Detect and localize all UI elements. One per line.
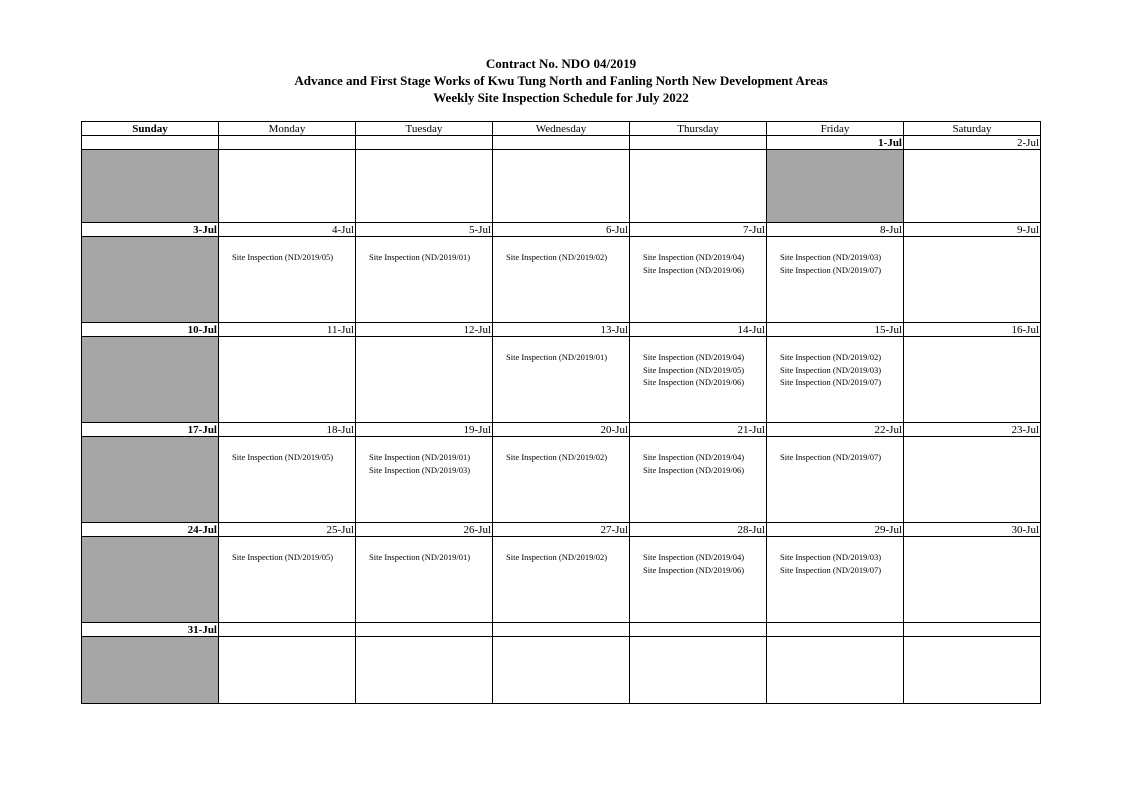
inspection-entry: Site Inspection (ND/2019/04) bbox=[643, 352, 745, 362]
inspection-entry: Site Inspection (ND/2019/06) bbox=[643, 264, 745, 275]
week-date-row bbox=[82, 136, 1041, 150]
date-label-sunday: 3-Jul bbox=[82, 223, 219, 237]
day-cell bbox=[356, 537, 493, 623]
day-cell bbox=[904, 437, 1041, 523]
date-label-saturday: 2-Jul bbox=[904, 136, 1041, 150]
inspection-entry: Site Inspection (ND/2019/03) bbox=[369, 464, 471, 475]
day-cell-shaded bbox=[82, 437, 219, 523]
day-cell bbox=[493, 537, 630, 623]
date-label-tuesday: 19-Jul bbox=[356, 423, 493, 437]
date-label-tuesday: 5-Jul bbox=[356, 223, 493, 237]
inspection-entry: Site Inspection (ND/2019/02) bbox=[780, 352, 882, 362]
date-label-sunday: 17-Jul bbox=[82, 423, 219, 437]
date-label-wednesday bbox=[493, 136, 630, 150]
week-date-row bbox=[82, 423, 1041, 437]
day-cell bbox=[630, 437, 767, 523]
day-cell bbox=[219, 237, 356, 323]
day-cell-shaded bbox=[82, 537, 219, 623]
inspection-entry: Site Inspection (ND/2019/07) bbox=[780, 564, 882, 575]
inspection-entry: Site Inspection (ND/2019/03) bbox=[780, 252, 882, 262]
inspection-entry: Site Inspection (ND/2019/04) bbox=[643, 552, 745, 562]
date-label-friday bbox=[767, 623, 904, 637]
inspection-entry: Site Inspection (ND/2019/05) bbox=[232, 452, 334, 462]
day-cell bbox=[630, 337, 767, 423]
date-label-monday bbox=[219, 623, 356, 637]
inspection-entry: Site Inspection (ND/2019/07) bbox=[780, 264, 882, 275]
week-date-row bbox=[82, 223, 1041, 237]
date-label-wednesday: 20-Jul bbox=[493, 423, 630, 437]
inspection-entry: Site Inspection (ND/2019/01) bbox=[369, 452, 471, 462]
inspection-entry: Site Inspection (ND/2019/02) bbox=[506, 452, 608, 462]
day-cell-shaded bbox=[82, 637, 219, 704]
day-cell bbox=[219, 637, 356, 704]
inspection-entry: Site Inspection (ND/2019/05) bbox=[232, 252, 334, 262]
day-cell bbox=[219, 437, 356, 523]
day-cell bbox=[904, 537, 1041, 623]
schedule-title-block bbox=[0, 55, 1122, 106]
date-label-thursday: 28-Jul bbox=[630, 523, 767, 537]
weekday-header-tuesday: Tuesday bbox=[356, 122, 493, 136]
date-label-tuesday: 12-Jul bbox=[356, 323, 493, 337]
inspection-entry: Site Inspection (ND/2019/02) bbox=[506, 552, 608, 562]
day-cell bbox=[356, 337, 493, 423]
inspection-entry: Site Inspection (ND/2019/01) bbox=[506, 352, 608, 362]
date-label-saturday: 9-Jul bbox=[904, 223, 1041, 237]
date-label-saturday: 23-Jul bbox=[904, 423, 1041, 437]
week-body-row bbox=[82, 437, 1041, 523]
date-label-friday: 22-Jul bbox=[767, 423, 904, 437]
date-label-tuesday bbox=[356, 623, 493, 637]
week-body-row bbox=[82, 337, 1041, 423]
weekday-header-wednesday: Wednesday bbox=[493, 122, 630, 136]
date-label-monday: 18-Jul bbox=[219, 423, 356, 437]
date-label-thursday: 7-Jul bbox=[630, 223, 767, 237]
project-title: Advance and First Stage Works of Kwu Tung North and Fanling North New Development Areas bbox=[294, 73, 828, 88]
day-cell bbox=[493, 637, 630, 704]
inspection-entry: Site Inspection (ND/2019/04) bbox=[643, 252, 745, 262]
inspection-entry: Site Inspection (ND/2019/05) bbox=[643, 364, 745, 375]
date-label-monday: 4-Jul bbox=[219, 223, 356, 237]
day-cell bbox=[493, 150, 630, 223]
date-label-friday: 15-Jul bbox=[767, 323, 904, 337]
schedule-title: Weekly Site Inspection Schedule for July 2022 bbox=[433, 90, 689, 105]
weekday-header-saturday: Saturday bbox=[904, 122, 1041, 136]
week-body-row bbox=[82, 637, 1041, 704]
date-label-thursday bbox=[630, 136, 767, 150]
inspection-entry: Site Inspection (ND/2019/07) bbox=[780, 377, 882, 387]
date-label-sunday: 10-Jul bbox=[82, 323, 219, 337]
weekday-header-monday: Monday bbox=[219, 122, 356, 136]
week-body-row bbox=[82, 150, 1041, 223]
date-label-monday: 11-Jul bbox=[219, 323, 356, 337]
day-cell bbox=[630, 537, 767, 623]
day-cell bbox=[904, 237, 1041, 323]
date-label-sunday bbox=[82, 136, 219, 150]
week-date-row bbox=[82, 323, 1041, 337]
inspection-entry: Site Inspection (ND/2019/06) bbox=[643, 564, 745, 575]
date-label-saturday bbox=[904, 623, 1041, 637]
inspection-entry: Site Inspection (ND/2019/05) bbox=[232, 552, 334, 562]
day-cell bbox=[219, 150, 356, 223]
date-label-thursday: 21-Jul bbox=[630, 423, 767, 437]
date-label-friday: 1-Jul bbox=[767, 136, 904, 150]
date-label-wednesday: 27-Jul bbox=[493, 523, 630, 537]
week-date-row bbox=[82, 623, 1041, 637]
date-label-wednesday: 13-Jul bbox=[493, 323, 630, 337]
inspection-entry: Site Inspection (ND/2019/03) bbox=[780, 552, 882, 562]
day-cell-shaded bbox=[82, 150, 219, 223]
day-cell bbox=[630, 150, 767, 223]
day-cell bbox=[493, 437, 630, 523]
date-label-tuesday bbox=[356, 136, 493, 150]
calendar-table bbox=[81, 121, 1041, 704]
day-cell bbox=[219, 337, 356, 423]
day-cell-shaded bbox=[767, 150, 904, 223]
weekday-header-thursday: Thursday bbox=[630, 122, 767, 136]
week-date-row bbox=[82, 523, 1041, 537]
day-cell bbox=[356, 237, 493, 323]
inspection-entry: Site Inspection (ND/2019/02) bbox=[506, 252, 608, 262]
date-label-saturday: 30-Jul bbox=[904, 523, 1041, 537]
day-cell bbox=[356, 637, 493, 704]
day-cell bbox=[630, 237, 767, 323]
weekday-header-row bbox=[82, 122, 1041, 136]
date-label-monday bbox=[219, 136, 356, 150]
inspection-entry: Site Inspection (ND/2019/07) bbox=[780, 452, 882, 462]
date-label-tuesday: 26-Jul bbox=[356, 523, 493, 537]
date-label-friday: 29-Jul bbox=[767, 523, 904, 537]
date-label-wednesday: 6-Jul bbox=[493, 223, 630, 237]
day-cell bbox=[767, 537, 904, 623]
day-cell-shaded bbox=[82, 237, 219, 323]
day-cell bbox=[356, 437, 493, 523]
week-body-row bbox=[82, 537, 1041, 623]
contract-number: Contract No. NDO 04/2019 bbox=[485, 56, 637, 71]
weekday-header-friday: Friday bbox=[767, 122, 904, 136]
day-cell bbox=[767, 337, 904, 423]
day-cell bbox=[767, 237, 904, 323]
date-label-thursday bbox=[630, 623, 767, 637]
week-body-row bbox=[82, 237, 1041, 323]
date-label-saturday: 16-Jul bbox=[904, 323, 1041, 337]
day-cell bbox=[356, 150, 493, 223]
inspection-entry: Site Inspection (ND/2019/06) bbox=[643, 464, 745, 475]
weekday-header-sunday: Sunday bbox=[82, 122, 219, 136]
day-cell bbox=[904, 150, 1041, 223]
date-label-monday: 25-Jul bbox=[219, 523, 356, 537]
date-label-sunday: 24-Jul bbox=[82, 523, 219, 537]
day-cell bbox=[904, 637, 1041, 704]
inspection-entry: Site Inspection (ND/2019/06) bbox=[643, 377, 745, 387]
inspection-entry: Site Inspection (ND/2019/01) bbox=[369, 552, 471, 562]
day-cell bbox=[630, 637, 767, 704]
inspection-entry: Site Inspection (ND/2019/04) bbox=[643, 452, 745, 462]
date-label-thursday: 14-Jul bbox=[630, 323, 767, 337]
day-cell bbox=[904, 337, 1041, 423]
date-label-sunday: 31-Jul bbox=[82, 623, 219, 637]
date-label-friday: 8-Jul bbox=[767, 223, 904, 237]
date-label-wednesday bbox=[493, 623, 630, 637]
inspection-entry: Site Inspection (ND/2019/03) bbox=[780, 364, 882, 375]
day-cell bbox=[493, 237, 630, 323]
inspection-entry: Site Inspection (ND/2019/01) bbox=[369, 252, 471, 262]
day-cell bbox=[493, 337, 630, 423]
day-cell bbox=[767, 437, 904, 523]
day-cell bbox=[219, 537, 356, 623]
day-cell bbox=[767, 637, 904, 704]
day-cell-shaded bbox=[82, 337, 219, 423]
